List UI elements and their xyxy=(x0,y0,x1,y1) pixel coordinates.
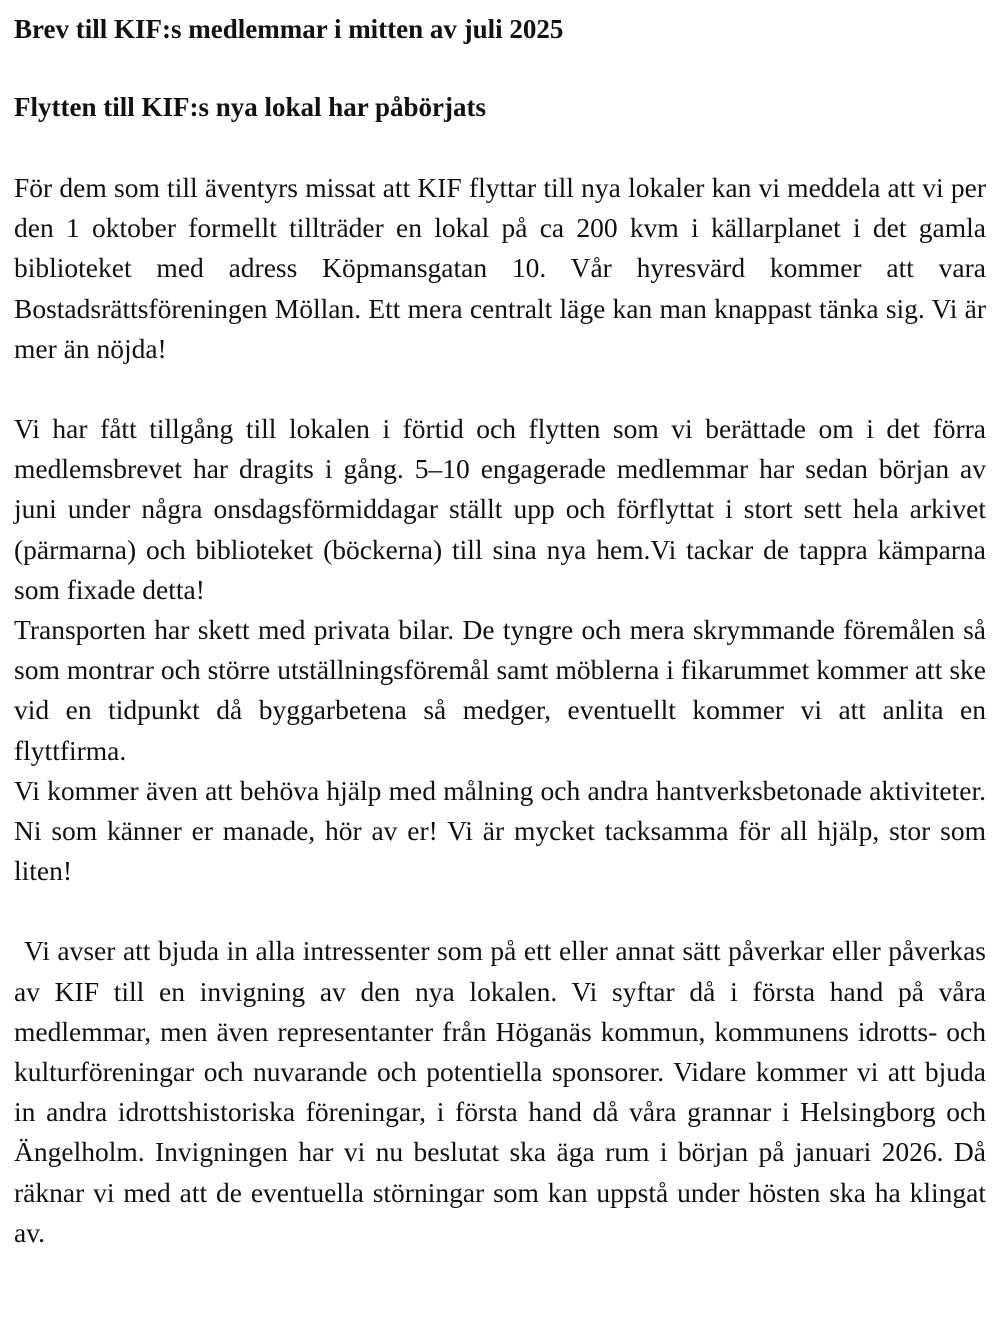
letter-subtitle: Flytten till KIF:s nya lokal har påbörjats xyxy=(14,92,487,122)
letter-title: Brev till KIF:s medlemmar i mitten av juli 2025 xyxy=(14,14,564,44)
paragraph-new-premises: För dem som till äventyrs missat att KIF flyttar till nya lokaler kan vi meddela att vi per den 1 oktober formellt tillträder en lokal på ca 200 kvm i källarplanet i det gamla biblioteket med adress Köpmansgatan 10. Vår hyresvärd kommer att vara Bostadsrättsföreningen Möllan. Ett mera centralt läge kan man knappast tänka sig. Vi är mer än nöjda! xyxy=(14,172,986,364)
letter-page xyxy=(14,10,986,1253)
paragraph-inauguration: Vi avser att bjuda in alla intressenter som på ett eller annat sätt påverkar eller påverkas av KIF till en invigning av den nya lokalen. Vi syftar då i första hand på våra medlemmar, men även representanter från Höganäs kommun, kommunens idrotts- och kulturföreningar och nuvarande och potentiella sponsorer. Vidare kommer vi att bjuda in andra idrottshistoriska föreningar, i första hand då våra grannar i Helsingborg och Ängelholm. Invigningen har vi nu beslutat ska äga rum i början på januari 2026. Då räknar vi med att de eventuella störningar som kan uppstå under hösten ska ha klingat av. xyxy=(14,935,986,1248)
paragraph-early-access: Vi har fått tillgång till lokalen i förtid och flytten som vi berättade om i det förra medlemsbrevet har dragits i gång. 5–10 engagerade medlemmar har sedan början av juni under några onsdagsförmiddagar ställt upp och förflyttat i stort sett hela arkivet (pärmarna) och biblioteket (böckerna) till sina nya hem.Vi tackar de tappra kämparna som fixade detta! xyxy=(14,413,986,605)
paragraph-transport: Transporten har skett med privata bilar. De tyngre och mera skrymmande föremålen så som montrar och större utställningsföremål samt möblerna i fikarummet kommer att ske vid en tidpunkt då byggarbetena så medger, eventuellt kommer vi att anlita en flyttfirma. xyxy=(14,614,986,766)
paragraph-help-request: Vi kommer även att behöva hjälp med målning och andra hantverksbetonade aktiviteter. Ni som känner er manade, hör av er! Vi är mycket tacksamma för all hjälp, stor som liten! xyxy=(14,774,986,887)
